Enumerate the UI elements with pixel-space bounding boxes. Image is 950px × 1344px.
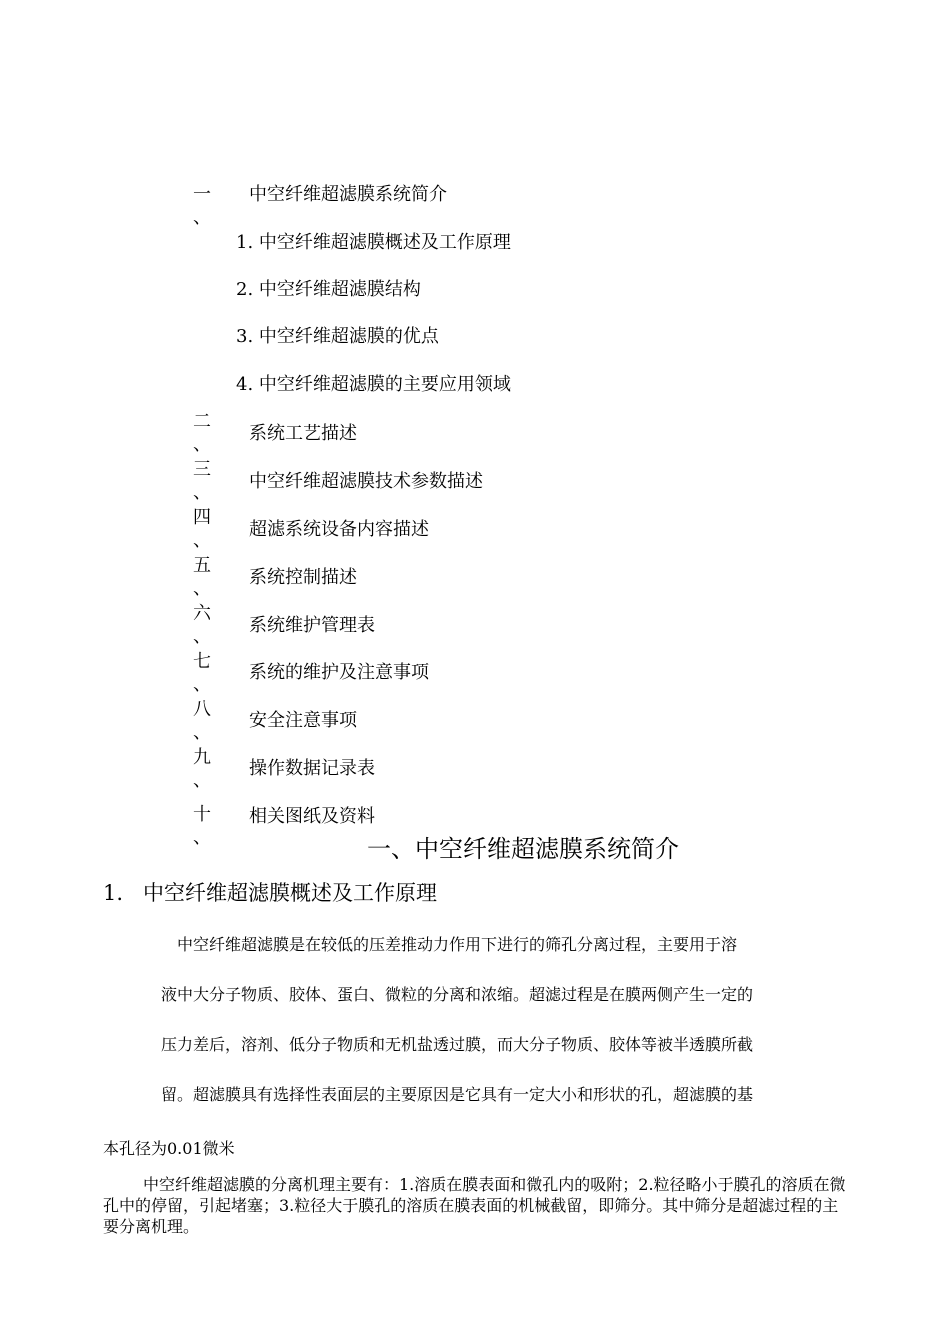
toc-subitem-1: 1. 中空纤维超滤膜概述及工作原理 [236, 232, 511, 253]
toc-dun-mark-5: 、 [193, 578, 211, 599]
toc-item-4: 超滤系统设备内容描述 [249, 519, 429, 540]
toc-number-3: 三 [193, 459, 211, 480]
toc-item-1: 中空纤维超滤膜系统简介 [249, 184, 447, 205]
toc-dun-mark-4: 、 [193, 530, 211, 551]
toc-number-2: 二 [193, 411, 211, 432]
paragraph-line-1: 中空纤维超滤膜是在较低的压差推动力作用下进行的筛孔分离过程，主要用于溶 [177, 935, 738, 954]
toc-dun-mark-6: 、 [193, 626, 211, 647]
toc-dun-mark-10: 、 [193, 827, 211, 848]
toc-number-8: 八 [193, 699, 211, 720]
toc-number-10: 十 [193, 804, 211, 825]
toc-item-5: 系统控制描述 [249, 567, 357, 588]
toc-subitem-4: 4. 中空纤维超滤膜的主要应用领域 [236, 374, 511, 395]
toc-number-4: 四 [193, 507, 211, 528]
paragraph-line-4: 留。超滤膜具有选择性表面层的主要原因是它具有一定大小和形状的孔，超滤膜的基 [161, 1085, 754, 1104]
toc-number-7: 七 [193, 651, 211, 672]
paragraph-continuation: 本孔径为0.01微米 [103, 1139, 235, 1158]
toc-item-2: 系统工艺描述 [249, 423, 357, 444]
subsection-title: 中空纤维超滤膜概述及工作原理 [143, 881, 437, 905]
toc-number-6: 六 [193, 603, 211, 624]
toc-dun-mark-1: 、 [193, 207, 211, 228]
toc-item-8: 安全注意事项 [249, 710, 357, 731]
toc-item-6: 系统维护管理表 [249, 615, 375, 636]
toc-item-9: 操作数据记录表 [249, 758, 375, 779]
toc-number-9: 九 [193, 747, 211, 768]
toc-dun-mark-2: 、 [193, 434, 211, 455]
paragraph-line-2: 液中大分子物质、胶体、蛋白、微粒的分离和浓缩。超滤过程是在膜两侧产生一定的 [161, 985, 754, 1004]
subsection-number: 1. [103, 881, 124, 905]
toc-dun-mark-8: 、 [193, 722, 211, 743]
toc-subitem-3: 3. 中空纤维超滤膜的优点 [236, 326, 439, 347]
toc-dun-mark-7: 、 [193, 674, 211, 695]
toc-item-10: 相关图纸及资料 [249, 806, 375, 827]
toc-number-5: 五 [193, 555, 211, 576]
toc-item-3: 中空纤维超滤膜技术参数描述 [249, 471, 483, 492]
toc-subitem-2: 2. 中空纤维超滤膜结构 [236, 279, 421, 300]
section-title: 一、中空纤维超滤膜系统简介 [367, 835, 679, 863]
toc-dun-mark-3: 、 [193, 482, 211, 503]
paragraph-line-3: 压力差后，溶剂、低分子物质和无机盐透过膜，而大分子物质、胶体等被半透膜所截 [161, 1035, 754, 1054]
toc-item-7: 系统的维护及注意事项 [249, 662, 429, 683]
toc-dun-mark-9: 、 [193, 770, 211, 791]
mechanism-paragraph: 中空纤维超滤膜的分离机理主要有：1.溶质在膜表面和微孔内的吸附；2.粒径略小于膜孔的溶质在微孔中的停留，引起堵塞；3.粒径大于膜孔的溶质在膜表面的机械截留，即筛分。其中筛分是超滤过程的主要分离机理。 [103, 1175, 846, 1236]
toc-number-1: 一 [193, 184, 211, 205]
